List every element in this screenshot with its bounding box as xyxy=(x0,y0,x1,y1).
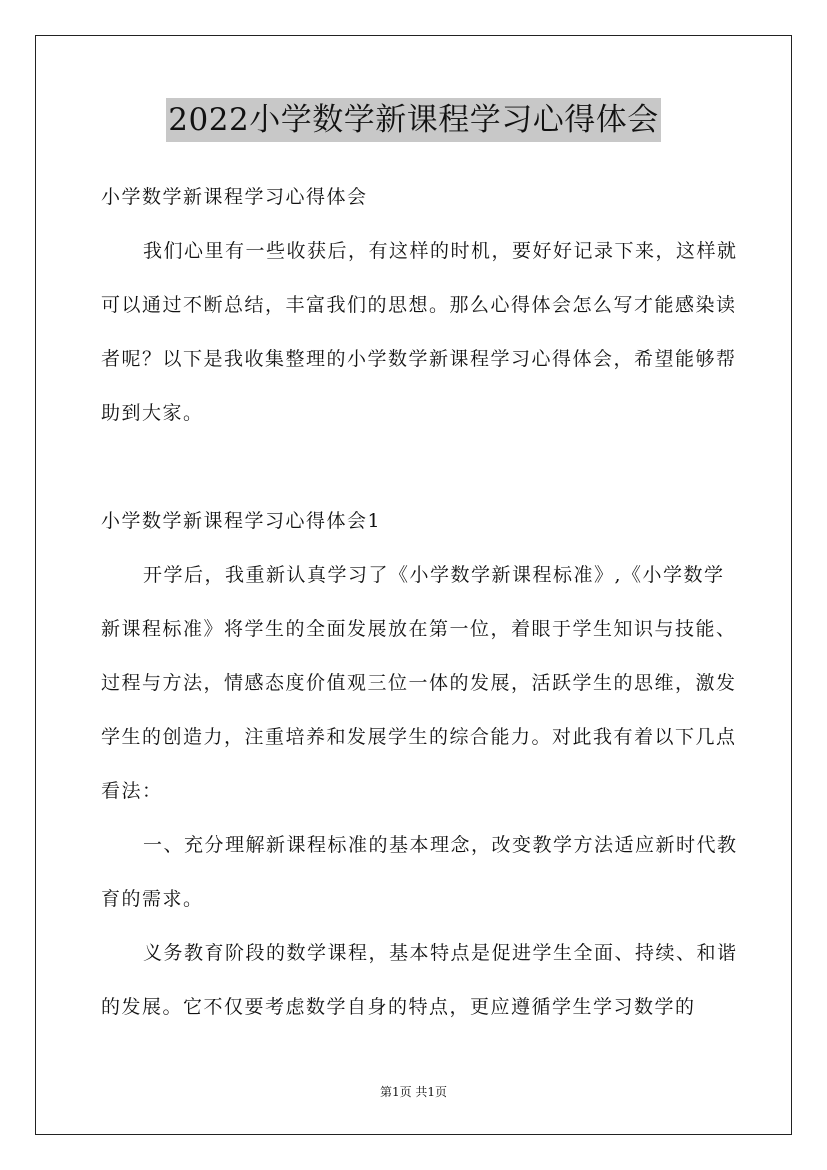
page-number: 第1页 共1页 xyxy=(379,1085,448,1099)
blank-line xyxy=(101,440,741,494)
document-body xyxy=(101,170,741,1034)
intro-heading: 小学数学新课程学习心得体会 xyxy=(101,186,368,208)
body-paragraph: 义务教育阶段的数学课程，基本特点是促进学生全面、持续、和谐的发展。它不仅要考虑数学自身的特点，更应遵循学生学习数学的 xyxy=(101,942,738,1018)
section-heading: 小学数学新课程学习心得体会1 xyxy=(101,510,382,532)
point-heading: 一、充分理解新课程标准的基本理念，改变教学方法适应新时代教育的需求。 xyxy=(101,834,738,910)
title-wrapper xyxy=(0,98,827,142)
intro-paragraph: 我们心里有一些收获后，有这样的时机，要好好记录下来，这样就可以通过不断总结，丰富我们的思想。那么心得体会怎么写才能感染读者呢？以下是我收集整理的小学数学新课程学习心得体会，希望能够帮助到大家。 xyxy=(101,240,738,424)
document-title: 2022小学数学新课程学习心得体会 xyxy=(166,98,660,142)
body-paragraph: 开学后，我重新认真学习了《小学数学新课程标准》,《小学数学新课程标准》将学生的全面发展放在第一位，着眼于学生知识与技能、过程与方法，情感态度价值观三位一体的发展，活跃学生的思维，激发学生的创造力，注重培养和发展学生的综合能力。对此我有着以下几点看法： xyxy=(101,564,737,802)
page-footer xyxy=(0,1083,827,1101)
